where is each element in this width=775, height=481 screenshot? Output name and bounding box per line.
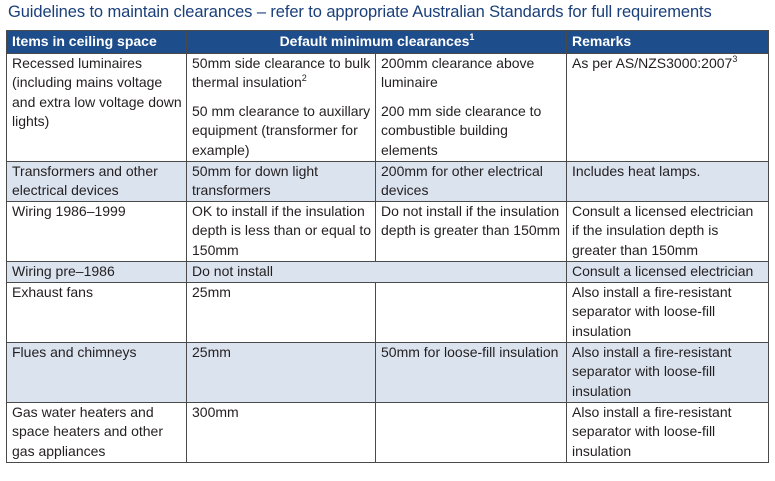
table-row [7, 261, 769, 282]
table-row [7, 161, 769, 201]
clearance-text: 50 mm clearance to auxillary equipment (transformer for example) [192, 102, 371, 158]
table-row [7, 402, 769, 462]
clearance-cell: 25mm [187, 342, 376, 402]
clearance-cell [376, 53, 567, 161]
item-cell: Exhaust fans [7, 282, 187, 342]
item-cell: Wiring 1986–1999 [7, 201, 187, 261]
item-cell: Flues and chimneys [7, 342, 187, 402]
clearance-cell [376, 402, 567, 462]
clearance-cell: 25mm [187, 282, 376, 342]
item-cell: Recessed luminaires (including mains voltage and extra low voltage down lights) [7, 53, 187, 161]
remark-cell: Consult a licensed electrician [567, 261, 769, 282]
table-row [7, 201, 769, 261]
remark-cell: Also install a fire-resistant separator with loose-fill insulation [567, 282, 769, 342]
table-row [7, 282, 769, 342]
clearance-cell [376, 282, 567, 342]
clearance-cell: OK to install if the insulation depth is less than or equal to 150mm [187, 201, 376, 261]
header-remarks: Remarks [567, 31, 769, 54]
remark-cell: Consult a licensed electrician if the insulation depth is greater than 150mm [567, 201, 769, 261]
remark-cell: Includes heat lamps. [567, 161, 769, 201]
item-cell: Transformers and other electrical devices [7, 161, 187, 201]
clearance-cell: 50mm for loose-fill insulation [376, 342, 567, 402]
remark-cell [567, 53, 769, 161]
footnote-marker: 3 [732, 53, 738, 64]
item-cell: Gas water heaters and space heaters and other gas appliances [7, 402, 187, 462]
footnote-marker: 2 [301, 73, 307, 84]
header-clearances-label: Default minimum clearances [279, 33, 470, 49]
item-cell: Wiring pre–1986 [7, 261, 187, 282]
clearance-cell: Do not install [187, 261, 567, 282]
clearance-text: 200 mm side clearance to combustible building elements [381, 102, 542, 158]
table-row [7, 342, 769, 402]
clearance-text-part: 50mm side clearance to bulk thermal insulation [192, 54, 371, 91]
header-clearances [187, 31, 567, 54]
remark-cell: Also install a fire-resistant separator with loose-fill insulation [567, 342, 769, 402]
remark-text: As per AS/NZS3000:2007 [572, 54, 733, 71]
clearance-text [192, 54, 371, 93]
table-row [7, 53, 769, 161]
remark-cell: Also install a fire-resistant separator with loose-fill insulation [567, 402, 769, 462]
header-items: Items in ceiling space [7, 31, 187, 54]
clearance-cell: Do not install if the insulation depth is greater than 150mm [376, 201, 567, 261]
table-header-row [7, 31, 769, 54]
clearance-cell [187, 53, 376, 161]
table-caption: Guidelines to maintain clearances – refer to appropriate Australian Standards for full requirements [8, 3, 712, 21]
clearance-cell: 200mm for other electrical devices [376, 161, 567, 201]
clearance-cell: 300mm [187, 402, 376, 462]
clearance-text: 200mm clearance above luminaire [381, 54, 535, 91]
clearance-cell: 50mm for down light transformers [187, 161, 376, 201]
clearances-table [6, 30, 769, 463]
footnote-marker: 1 [469, 32, 475, 42]
